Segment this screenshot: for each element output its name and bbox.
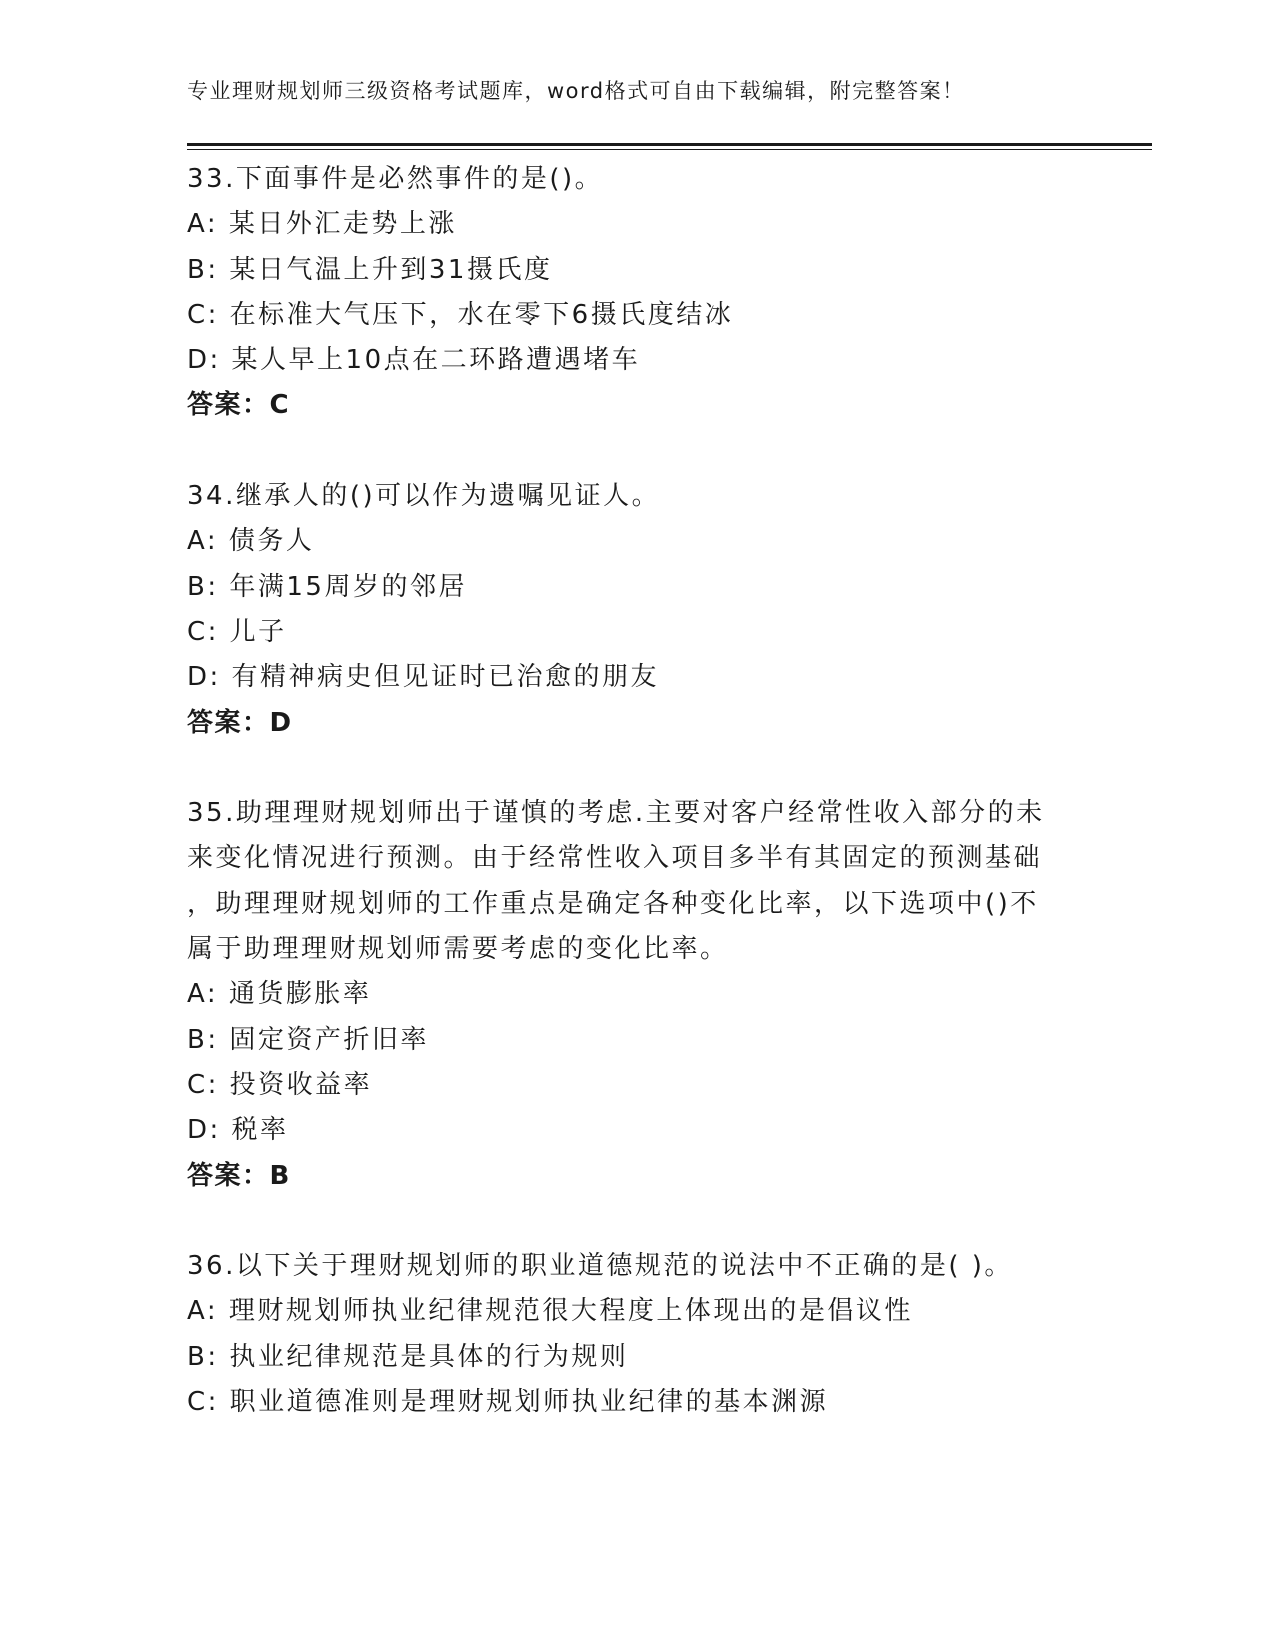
question-gap xyxy=(187,1199,1067,1244)
option-b: B: 执业纪律规范是具体的行为规则 xyxy=(187,1341,629,1372)
question-stem-line-3: ，助理理财规划师的工作重点是确定各种变化比率，以下选项中()不 xyxy=(187,888,1039,919)
question-stem-line-2: 来变化情况进行预测。由于经常性收入项目多半有其固定的预测基础 xyxy=(187,843,1043,874)
answer-line: 答案：B xyxy=(187,1160,291,1191)
option-d: D: 有精神病史但见证时已治愈的朋友 xyxy=(187,662,660,693)
header-divider-thick xyxy=(187,143,1152,146)
option-c: C: 儿子 xyxy=(187,616,287,647)
question-stem-line-1: 35.助理理财规划师出于谨慎的考虑.主要对客户经常性收入部分的未 xyxy=(187,798,1045,829)
question-gap xyxy=(187,746,1067,791)
option-b: B: 某日气温上升到31摄氏度 xyxy=(187,254,553,285)
question-33 xyxy=(187,157,1067,429)
question-gap xyxy=(187,429,1067,474)
answer-line: 答案：C xyxy=(187,390,291,421)
option-c: C: 投资收益率 xyxy=(187,1069,373,1100)
question-stem: 36.以下关于理财规划师的职业道德规范的说法中不正确的是( )。 xyxy=(187,1251,1013,1282)
option-b: B: 年满15周岁的邻居 xyxy=(187,571,467,602)
page-header: 专业理财规划师三级资格考试题库，word格式可自由下载编辑，附完整答案！ xyxy=(187,79,965,103)
option-a: A: 某日外汇走势上涨 xyxy=(187,209,457,240)
question-34 xyxy=(187,474,1067,746)
option-c: C: 职业道德准则是理财规划师执业纪律的基本渊源 xyxy=(187,1387,829,1418)
option-a: A: 债务人 xyxy=(187,526,315,557)
answer-line: 答案：D xyxy=(187,707,293,738)
option-c: C: 在标准大气压下，水在零下6摄氏度结冰 xyxy=(187,299,734,330)
option-b: B: 固定资产折旧率 xyxy=(187,1024,429,1055)
option-d: D: 税率 xyxy=(187,1115,289,1146)
question-list xyxy=(187,157,1067,1425)
question-36 xyxy=(187,1244,1067,1425)
header-divider-thin xyxy=(187,149,1152,150)
question-35 xyxy=(187,791,1067,1199)
option-a: A: 理财规划师执业纪律规范很大程度上体现出的是倡议性 xyxy=(187,1296,913,1327)
option-d: D: 某人早上10点在二环路遭遇堵车 xyxy=(187,345,641,376)
question-stem: 33.下面事件是必然事件的是()。 xyxy=(187,164,604,194)
question-stem-line-4: 属于助理理财规划师需要考虑的变化比率。 xyxy=(187,934,729,965)
option-a: A: 通货膨胀率 xyxy=(187,979,372,1010)
question-stem: 34.继承人的()可以作为遗嘱见证人。 xyxy=(187,481,661,512)
